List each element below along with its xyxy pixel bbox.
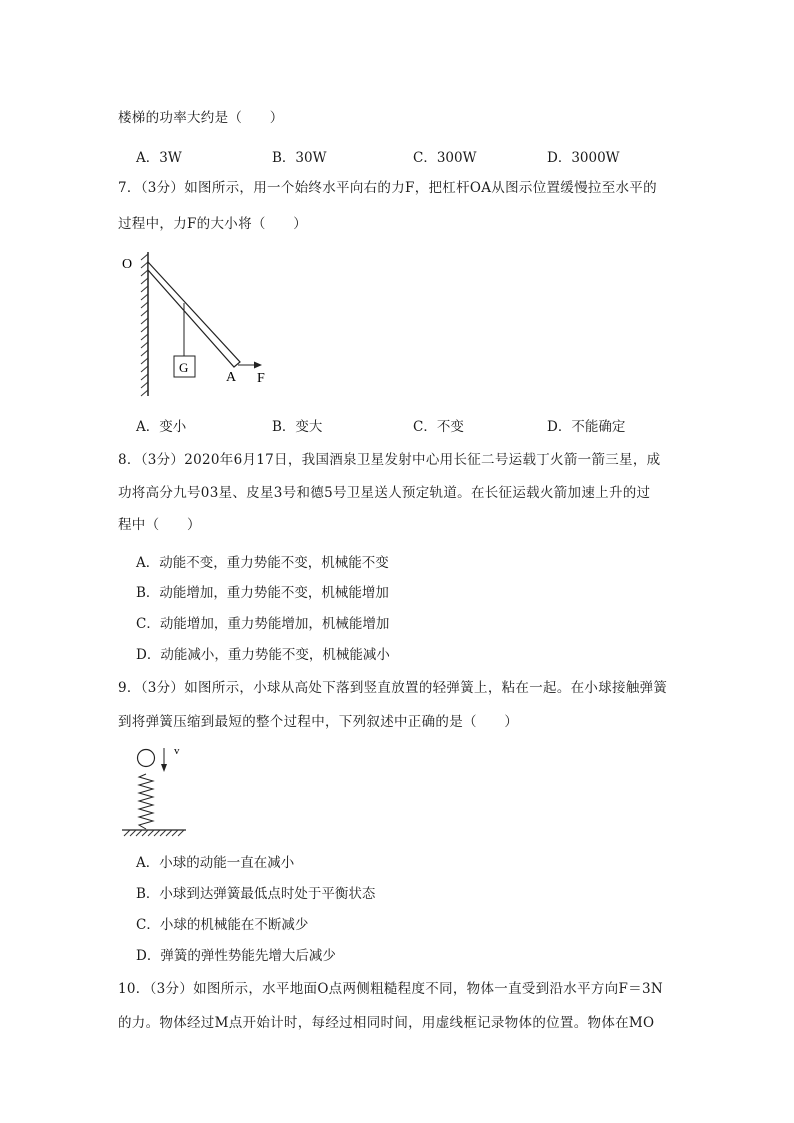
q8-stem-line1: 8．（3分）2020年6月17日，我国酒泉卫星发射中心用长征二号运载丁火箭一箭三星，成 [118,452,661,468]
q8-stem-line2: 功将高分九号03星、皮星3号和德5号卫星送人预定轨道。在长征运载火箭加速上升的过 [118,485,651,501]
q6-option-b: B．30W [272,150,327,166]
q7-option-c: C．不变 [413,419,464,435]
label-v: v [174,745,180,757]
q6-option-c: C．300W [413,150,477,166]
q9-option-c: C．小球的机械能在不断减少 [136,917,309,933]
q6-option-d: D．3000W [547,150,620,166]
q7-stem-line1: 7．（3分）如图所示，用一个始终水平向右的力F，把杠杆OA从图示位置缓慢拉至水平的 [118,180,657,196]
lever-bar [148,262,240,367]
q7-stem-line2: 过程中，力F的大小将（ ） [118,216,308,232]
wall-hatching [141,254,148,396]
lever-figure [118,250,278,410]
q7-option-b: B．变大 [272,419,323,435]
label-g: G [179,360,189,375]
spring-ball-figure [118,742,198,842]
q9-stem-line2: 到将弹簧压缩到最短的整个过程中，下列叙述中正确的是（ ） [118,714,519,730]
velocity-arrow-head [161,764,167,772]
label-f: F [257,371,265,386]
q10-stem-line1: 10．（3分）如图所示，水平地面O点两侧粗糙程度不同，物体一直受到沿水平方向F＝3N [118,981,663,997]
q8-option-b: B．动能增加，重力势能不变，机械能增加 [136,585,389,601]
q8-stem-line3: 程中（ ） [118,517,201,533]
q10-stem-line2: 的力。物体经过M点开始计时，每经过相同时间，用虚线框记录物体的位置。物体在MO [118,1015,655,1031]
ground-hatching [124,830,184,836]
q7-option-d: D．不能确定 [547,419,626,435]
q9-stem-line1: 9．（3分）如图所示，小球从高处下落到竖直放置的轻弹簧上，粘在一起。在小球接触弹簧 [118,680,668,696]
label-a: A [226,370,237,385]
q7-option-a: A．变小 [136,419,187,435]
q8-option-c: C．动能增加，重力势能增加，机械能增加 [136,616,390,632]
force-arrow-head [254,362,262,369]
q9-option-d: D．弹簧的弹性势能先增大后减少 [136,948,336,964]
q8-option-d: D．动能减小，重力势能不变，机械能减小 [136,647,390,663]
spring-coil [139,774,153,829]
ball [138,750,155,767]
label-o: O [122,257,133,272]
q6-tail-text: 楼梯的功率大约是（ ） [118,110,284,126]
q6-option-a: A．3W [136,150,182,166]
q9-option-a: A．小球的动能一直在减小 [136,855,295,871]
q9-option-b: B．小球到达弹簧最低点时处于平衡状态 [136,886,376,902]
q8-option-a: A．动能不变，重力势能不变，机械能不变 [136,555,389,571]
